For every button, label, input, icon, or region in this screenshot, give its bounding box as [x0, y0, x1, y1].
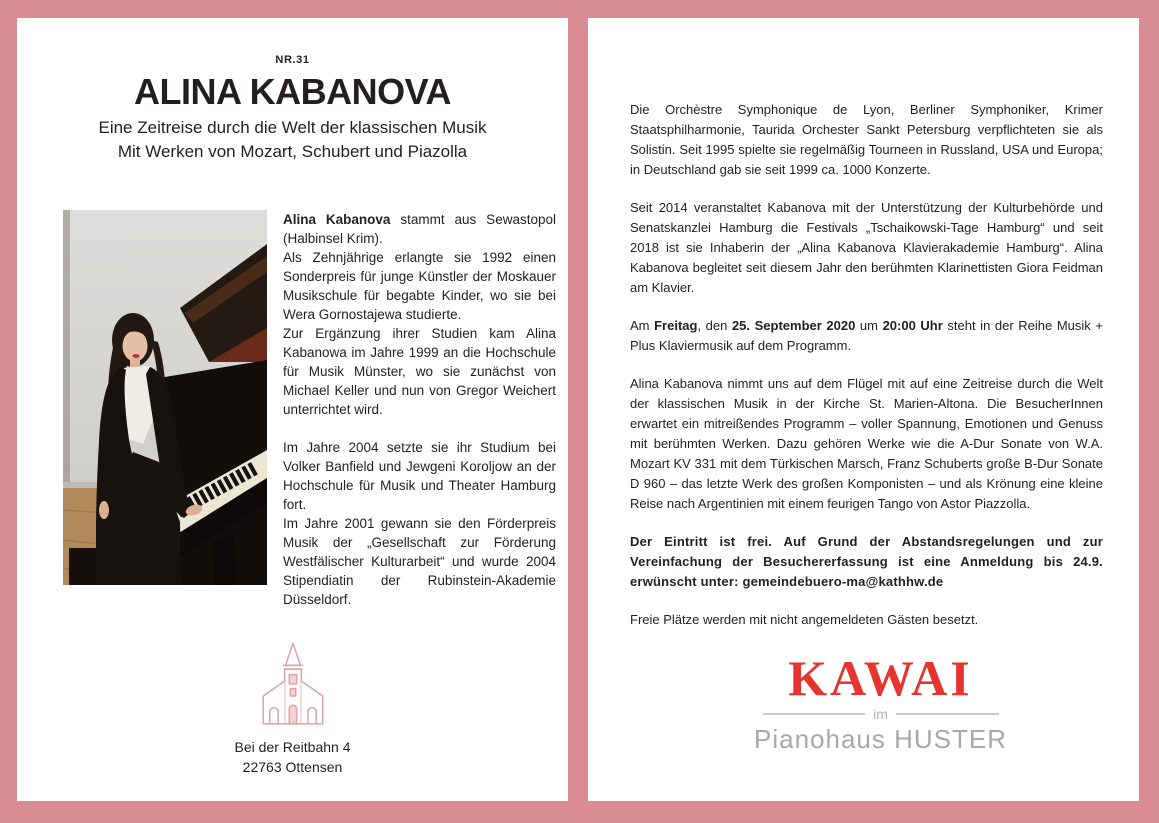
pianohaus-huster-wordmark: Pianohaus HUSTER	[754, 724, 1007, 754]
event-text: Am	[630, 318, 655, 333]
event-time: 20:00 Uhr	[882, 318, 943, 333]
address-line-2: 22763 Ottensen	[242, 759, 343, 775]
right-page	[588, 18, 1139, 801]
divider-line-right	[896, 713, 999, 715]
divider-line-left	[763, 713, 866, 715]
issue-number: NR.31	[275, 54, 310, 66]
biography-text	[283, 210, 556, 609]
kawai-im-label: im	[873, 706, 888, 722]
event-date: 25. September 2020	[731, 318, 856, 333]
bio-paragraph-2: Als Zehnjährige erlangte sie 1992 einen Sonderpreis für junge Künstler der Moskauer Musikschule für begabte Kinder, wo sie bei Wera Gornostajewa studierte.	[283, 250, 556, 322]
bio-paragraph-5: Im Jahre 2001 gewann sie den Förderpreis Musik der „Gesellschaft zur Förderung Westfälischer Kulturarbeit“ und wurde 2004 Stipendiatin der Rubinstein-Akademie Düsseldorf.	[283, 516, 556, 607]
left-page-header	[17, 18, 568, 164]
subtitle-line-1: Eine Zeitreise durch die Welt der klassischen Musik	[98, 118, 487, 137]
artist-name-bold: Alina Kabanova	[283, 212, 391, 227]
left-page-main	[17, 210, 568, 609]
bio-paragraph-1-rest: stammt aus Sewastopol (Halbinsel Krim).	[283, 212, 556, 246]
kawai-logo-divider	[763, 706, 999, 722]
bio-paragraph-4: Im Jahre 2004 setzte sie ihr Studium bei Volker Banfield und Jewgeni Koroljow an der Hochschule für Musik und Theater Hamburg fort.	[283, 440, 556, 512]
admission-paragraph: Der Eintritt ist frei. Auf Grund der Abstandsregelungen und zur Vereinfachung der Besuchererfassung ist eine Anmeldung bis 24.9. erwünscht unter: gemeindebuero-ma@kathhw.de	[630, 534, 1103, 589]
event-details-paragraph	[630, 316, 1103, 356]
address-line-1: Bei der Reitbahn 4	[234, 739, 351, 755]
event-text: um	[855, 318, 883, 333]
event-text: steht in der Reihe Musik + Plus Klaviermusik auf dem Programm.	[630, 318, 1103, 353]
right-page-body	[588, 18, 1139, 754]
left-page	[17, 18, 568, 801]
bio-paragraph-1	[283, 210, 556, 248]
artist-photo	[63, 210, 267, 585]
seats-note-paragraph: Freie Plätze werden mit nicht angemeldeten Gästen besetzt.	[630, 612, 979, 627]
bio-paragraph-3: Zur Ergänzung ihrer Studien kam Alina Kabanowa im Jahre 1999 an die Hochschule für Musik Münster, wo sie zunächst von Michael Keller und nun von Gregor Weichert unterrichtet wird.	[283, 326, 556, 417]
kawai-wordmark: KAWAI	[788, 650, 973, 706]
event-day: Freitag	[654, 318, 698, 333]
orchestras-paragraph: Die Orchèstre Symphonique de Lyon, Berliner Symphoniker, Krimer Staatsphilharmonie, Taurida Orchester Sankt Petersburg verpflichteten sie als Solistin. Seit 1995 spielte sie regelmäßig Tourneen in Russland, USA und Europa; in Deutschland gab sie seit 1999 ca. 1000 Konzerte.	[630, 102, 1103, 177]
left-page-footer	[17, 640, 568, 777]
event-text: , den	[697, 318, 732, 333]
church-icon	[17, 640, 568, 731]
artist-photo-illustration	[63, 210, 267, 585]
flyer-spread	[17, 18, 1139, 801]
festivals-paragraph: Seit 2014 veranstaltet Kabanova mit der Unterstützung der Kulturbehörde und Senatskanzlei Hamburg die Festivals „Tschaikowski-Tage Hamburg“ und seit 2018 ist sie Inhaberin der „Alina Kabanova Klavierakademie Hamburg“. Alina Kabanova begleitet seit diesem Jahr den berühmten Klarinettisten Giora Feidman am Klavier.	[630, 200, 1103, 295]
program-paragraph: Alina Kabanova nimmt uns auf dem Flügel mit auf eine Zeitreise durch die Welt der klassischen Musik in der Kirche St. Marien-Altona. Die BesucherInnen erwartet ein mitreißendes Programm – voller Spannung, Emotionen und Genuss mit berühmten Werken. Dazu gehören Werke wie die A-Dur Sonate von W.A. Mozart KV 331 mit dem Türkischen Marsch, Franz Schuberts große B-Dur Sonate D 960 – das letzte Werk des großen Komponisten – und als Krönung eine kleine Reise nach Argentinien mit einem feurigen Tango von Astor Piazzolla.	[630, 376, 1103, 511]
page-title: ALINA KABANOVA	[134, 71, 451, 112]
subtitle-line-2: Mit Werken von Mozart, Schubert und Piazolla	[117, 142, 468, 161]
kawai-logo	[630, 652, 1103, 754]
